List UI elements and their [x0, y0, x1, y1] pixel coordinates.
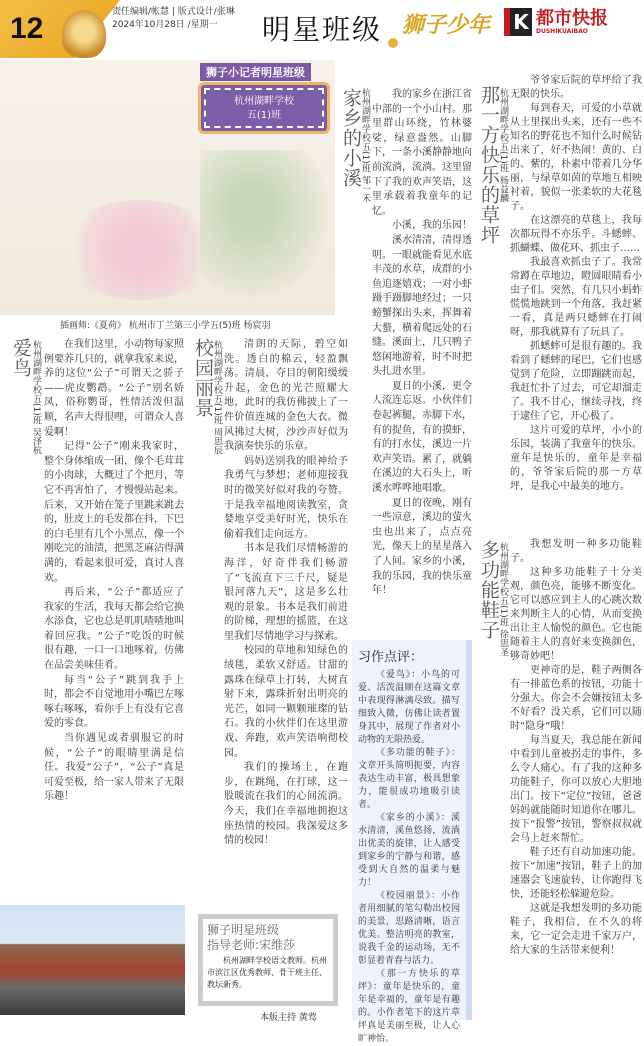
- school-group-photo: [0, 905, 185, 1015]
- article-title: 那一方快乐的草坪: [478, 85, 500, 245]
- teacher-box: [198, 914, 338, 1006]
- critique-box: [352, 640, 472, 1044]
- article-body: 在我们这里，小动物每家照例要养几只的，就拿我家来说，养的这位“公子”可谓天之骄子——虎皮鹦鹉。“公子”别名娇凤，俗称鹦哥，性情活泼但温顺，名声大得很哩，可谓众人喜爱啊！ 记得“公子”刚来我家时，整个身体缩成一团，像个毛茸茸的小肉球，大概过了个把月，等它不再害怕了，才慢慢站起来。后来，又开始在笼子里跳来跳去的，肚皮上的毛发都在抖，下巴的白毛里有几个小黑点，像一个刚吃完的油渍，把黑芝麻沾得满满的，看起来很可爱，真讨人喜欢。 再后来，“公子”都适应了我家的生活，我每天都会给它换水添食，它也总是叽叽喳喳地叫着回应我。“公子”吃饭的时候很有趣，一口一口地啄着，仿佛在品尝美味佳肴。 每当“公子”跳到我手上时，都会不自觉地用小嘴巴左啄啄右啄啄，看你手上有没有它喜爱的零食。 当你遇见或者驯服它的时候，“公子”的眼睛里满是信任。我爱“公子”，“公子”真是可爱至极，给一家人带来了无限乐趣！: [44, 339, 184, 803]
- badge-school: 杭州湖畔学校: [234, 96, 294, 107]
- article-body: 爷爷家后院的草坪给了我无限的快乐。 每到春天，可爱的小草就从土里探出头来，还有一些不知名的野花也不知什么时候钻出来了，好不热闹！黄的、白的、紫的，朴素中带着几分华丽，与绿草如茵的草地互相映衬着，貌似一张柔软的大花毯子。 在这漂亮的草毯上，我每次都玩得不亦乐乎。斗蟋蟀、抓蝴蝶、做花环、抓虫子…… 我最喜欢抓虫子了。我常常蹲在草地边，瞪圆眼睛看小虫子们。突然，有几只小蚂蚱慌慌地跳到一个角落，我赶紧一看，真是两只蟋蟀在打闹呀，那我就算有了玩具了。 抓蟋蟀可是很有趣的。我看到了蟋蟀的尾巴，它们也感觉到了危险，立即蹦跳而起，我赶忙扑了过去，可它却溜走了。我不甘心，继续寻找，终于逮住了它，开心极了。 这片可爱的草坪，小小的乐园，装满了我童年的快乐。童年是快乐的，童年是幸福的，爷爷家后院的那一方草坪，是我心中最美的地方。: [510, 75, 642, 492]
- article-byline: 杭州湖畔学校五(1)班 杨益麟: [498, 88, 508, 203]
- article-body: 我的家乡在浙江省中部的一个小山村。那里群山环绕，竹林婆娑，绿意盎然。山脚下，一条小溪静静地向前流淌，流淌。这里留下了我的欢声笑语，这里承载着我童年的记忆。 小溪，我的乐园！ 溪水清清，清得透明。一眼就能看见水底丰茂的水草，成群的小鱼追逐嬉戏；一对小虾蹑手蹑脚地经过；一只螃蟹探出头来，挥舞着大螯，横着爬远处的石缝。溪面上，几只鸭子悠闲地游着，时不时把头扎进水里。 夏日的小溪，更令人流连忘返。小伙伴们卷起裤腿，赤脚下水，有的捉鱼，有的摸虾，有的打水仗，溪边一片欢声笑语。累了，就躺在溪边的大石头上，听溪水哗哗地唱歌。 夏日的夜晚，刚有一些凉意，溪边的萤火虫也出来了，点点亮光，像天上的星星落入了人间。家乡的小溪，我的乐园，我的快乐童年！: [372, 89, 472, 597]
- flower-illustration: [60, 200, 220, 300]
- article-byline: 杭州湖畔学校五(1)班 徐思圣: [498, 542, 508, 657]
- edition-meta: [112, 6, 235, 32]
- lion-mascot-icon: [62, 10, 106, 58]
- newspaper-logo: [504, 8, 608, 36]
- class-badge: [198, 82, 330, 134]
- teacher-name: 指导老师:宋维莎: [207, 938, 296, 952]
- article-byline: 杭州湖畔学校五(1)班 周思辰: [212, 340, 222, 455]
- logo-mark-icon: K: [504, 8, 532, 36]
- logo-cn: 都市快报: [536, 7, 608, 29]
- issue-date: 2024年10月28日 /星期一: [112, 20, 218, 30]
- teacher-line1: 狮子明星班级: [207, 923, 280, 937]
- logo-en: DUSHIKUAIBAO: [536, 27, 588, 35]
- article-byline: 杭州湖畔学校五(1)班 邹一禾: [360, 88, 370, 203]
- column-badge-title: 狮子小记者明星班级: [200, 63, 311, 81]
- illustration-caption: 插画师:《夏荷》 杭州市丁兰第三小学五(5)班 杨宸羽: [60, 321, 271, 331]
- page-host: 本版主持 黄莺: [260, 1013, 317, 1023]
- page-number: 12: [10, 12, 44, 45]
- article-title: 爱鸟: [10, 338, 32, 378]
- section-title: 明星班级: [262, 13, 383, 46]
- decor-dot-icon: [388, 38, 398, 48]
- article-title: 多功能鞋子: [478, 540, 500, 640]
- editor-line: 责任编辑/帐慧 | 版式设计/张琳: [112, 7, 235, 17]
- critique-item: 《校园丽景》：小作者用细腻的笔勾勒出校园的美景，思路清晰，语言优美。整洁明亮的教室，说我千金的运动场，无不彰显着青春与活力。: [358, 891, 460, 966]
- article-body: 我想发明一种多功能鞋子。 这种多功能鞋子十分美观，颜色亮，能够不断变化。它可以感应到主人的心跳次数来判断主人的心情，从而变换出让主人愉悦的颜色。它也能随着主人的喜好来变换颜色，够奇妙吧！ 更神奇的是，鞋子两侧各有一排蓝色系的按钮，功能十分强大。你会不会嫌按钮太多不好看？没关系，它们可以随时“隐身”哦！ 每当夏天，我总能在新闻中看到儿童被拐走的事件，多么令人痛心。有了我的这种多功能鞋子，你可以放心大胆地出门。按下“定位”按钮，爸爸妈妈就能随时知道你在哪儿。按下“报警”按钮，警察叔叔就会马上赶来帮忙。 鞋子还有自动加速功能。按下“加速”按钮，鞋子上的加速器会飞速旋转，让你跑得飞快，还能轻松躲避危险。 这就是我想发明的多功能鞋子，我相信，在不久的将来，它一定会走进千家万户，给大家的生活带来便利！: [510, 539, 642, 956]
- article-body: 清朗的天际，碧空如洗。透白的棉云，轻盈飘荡。清晨，夺目的朝阳缓缓升起，金色的光芒照耀大地，此时的我仿佛披上了一件价值连城的金色大衣。微风拂过大树，沙沙声好似为我演奏快乐的乐章。 妈妈送别我的眼神给予我勇气与梦想；老师迎接我时的微笑好似对我的夸赞。于是我幸福地阅读教室，贪婪地享受美好时光，快乐在偷着我们走向远方。 书本是我们尽情畅游的海洋，好奇伴我们畅游了“飞流直下三千尺，疑是银河落九天”，这是多么壮观的景象。书本是我们前进的阶梯，理想的摇篮，在这里我们尽情地学习与探索。 校园的草地和知绿色的绒毯，柔软又舒适。甘甜的露珠在绿草上打转，大树直射下来，露珠折射出明亮的光芒，如同一颗颗璀璨的钻石。我的小伙伴们在这里游戏、奔跑，欢声笑语响彻校园。 我们的操场上，在跑步，在跳绳，在打球，这一股暖流在我们的心间流淌。今天，我们在幸福地拥抱这座热情的校园。我深爱这多情的校园！: [224, 339, 348, 847]
- critique-item: 《那一方快乐的草坪》：童年是快乐的，童年是幸福的，童年是有趣的。小作者笔下的这片草坪真是美丽至极，让人心旷神怡。: [358, 969, 460, 1044]
- article-byline: 杭州湖畔学校五(1)班 吴泽杭: [31, 340, 41, 455]
- article-title: 家乡的小溪: [340, 88, 362, 188]
- leaf-illustration: [200, 150, 330, 300]
- critique-item: 《多功能的鞋子》：文章开头简明扼要，内容表达生动丰富，极具想象力，能很成功地吸引读者。: [358, 748, 460, 810]
- teacher-bio: 杭州湖畔学校语文教师。杭州市滨江区优秀教师、骨干班主任、教坛新秀。: [207, 956, 327, 989]
- critique-heading: 习作点评：: [358, 650, 424, 665]
- critique-item: 《家乡的小溪》：溪水清清，溪鱼悠扬，流淌出优美的旋律，让人感受到家乡的宁静与和谐，感受到大自然的温柔与魅力！: [358, 813, 460, 888]
- brand-title: 狮子少年: [402, 12, 491, 38]
- critique-item: 《爱鸟》：小鸟的可爱、活泼温顺在这篇文章中表现得淋漓尽致。描写细致入微，仿佛让读者置身其中，展现了作者对小动物的无限热爱。: [358, 670, 460, 745]
- masthead: [0, 0, 644, 60]
- badge-class: 五(1)班: [246, 110, 282, 121]
- article-title: 校园丽景: [192, 338, 214, 418]
